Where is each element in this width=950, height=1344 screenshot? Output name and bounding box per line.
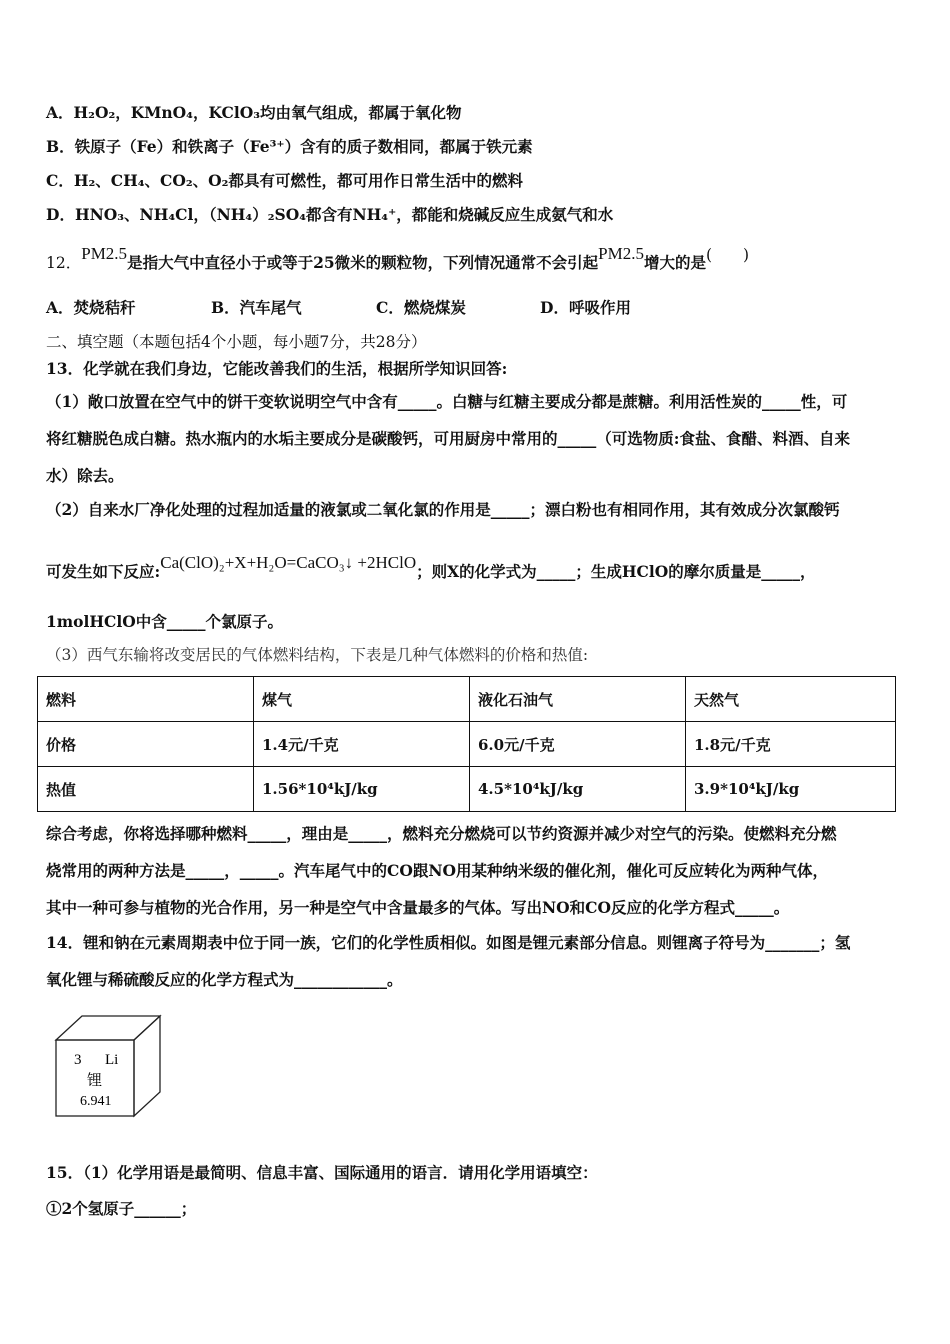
q13-p2-line2 <box>46 553 816 582</box>
q11-option-b: B．铁原子（Fe）和铁离子（Fe³⁺）含有的质子数相同，都属于铁元素 <box>46 137 533 156</box>
table-header-cell: 天然气 <box>686 677 896 722</box>
pm25-formula-2: PM2.5 <box>598 244 644 263</box>
q12-option-c: C．燃烧煤炭 <box>376 298 466 317</box>
q12-text-1: 是指大气中直径小于或等于25微米的颗粒物，下列情况通常不会引起 <box>127 253 599 272</box>
q12-stem <box>46 244 750 273</box>
q13-p1-line2: 将红糖脱色成白糖。热水瓶内的水垢主要成分是碳酸钙，可用厨房中常用的_____（可选物质:食盐、食醋、料酒、自来 <box>46 429 850 448</box>
table-header-row <box>38 677 896 722</box>
pm25-formula: PM2.5 <box>81 244 128 263</box>
table-cell: 价格 <box>38 722 254 767</box>
table-row <box>38 767 896 812</box>
q12-number: 12． <box>46 254 82 272</box>
q14-line1: 14．锂和钠在元素周期表中位于同一族，它们的化学性质相似。如图是锂元素部分信息。则锂离子符号为_______；氢 <box>46 933 851 952</box>
q12-option-d: D．呼吸作用 <box>540 298 631 317</box>
fuel-table <box>37 676 896 812</box>
table-row <box>38 722 896 767</box>
answer-parens: ( ) <box>705 246 750 264</box>
q11-option-a: A．H₂O₂，KMnO₄，KClO₃均由氧气组成，都属于氧化物 <box>46 103 462 122</box>
q13-title: 13．化学就在我们身边，它能改善我们的生活，根据所学知识回答: <box>46 359 508 378</box>
q13-p3-intro: （3）西气东输将改变居民的气体燃料结构，下表是几种气体燃料的价格和热值: <box>46 646 589 664</box>
q13-p2-suffix: ；则X的化学式为_____；生成HClO的摩尔质量是_____， <box>416 562 816 581</box>
q12-text-2: 增大的是 <box>643 253 706 272</box>
lithium-element-card <box>52 1012 164 1118</box>
element-symbol: Li <box>105 1052 119 1068</box>
table-cell: 3.9*10⁴kJ/kg <box>686 767 896 812</box>
q12-option-b: B．汽车尾气 <box>211 298 302 317</box>
q13-p3-line1: 综合考虑，你将选择哪种燃料_____，理由是_____，燃料充分燃烧可以节约资源并减少对空气的污染。使燃料充分燃 <box>46 824 837 843</box>
q13-p1-line1: （1）敞口放置在空气中的饼干变软说明空气中含有_____。白糖与红糖主要成分都是蔗糖。利用活性炭的_____性，可 <box>46 392 848 411</box>
q11-option-c: C．H₂、CH₄、CO₂、O₂都具有可燃性，都可用作日常生活中的燃料 <box>46 171 523 190</box>
q13-p3-line2: 烧常用的两种方法是_____，_____。汽车尾气中的CO跟NO用某种纳米级的催化剂，催化可反应转化为两种气体， <box>46 861 829 880</box>
q12-option-a: A．焚烧秸秆 <box>46 298 136 317</box>
q13-p2-line1: （2）自来水厂净化处理的过程加适量的液氯或二氧化氯的作用是_____；漂白粉也有相同作用，其有效成分次氯酸钙 <box>46 500 840 519</box>
table-cell: 1.4元/千克 <box>254 722 470 767</box>
q14-line2: 氧化锂与稀硫酸反应的化学方程式为____________。 <box>46 970 403 989</box>
element-name: 锂 <box>87 1071 103 1089</box>
table-cell: 1.8元/千克 <box>686 722 896 767</box>
table-header-cell: 燃料 <box>38 677 254 722</box>
table-cell: 4.5*10⁴kJ/kg <box>470 767 686 812</box>
atomic-mass: 6.941 <box>80 1094 112 1109</box>
table-cell: 1.56*10⁴kJ/kg <box>254 767 470 812</box>
q13-p3-line3: 其中一种可参与植物的光合作用，另一种是空气中含量最多的气体。写出NO和CO反应的化学方程式_____。 <box>46 898 790 917</box>
table-cell: 6.0元/千克 <box>470 722 686 767</box>
table-cell: 热值 <box>38 767 254 812</box>
q13-p1-line3: 水）除去。 <box>46 466 124 485</box>
q15-line2: ①2个氢原子______； <box>46 1199 197 1218</box>
table-header-cell: 煤气 <box>254 677 470 722</box>
table-header-cell: 液化石油气 <box>470 677 686 722</box>
q15-line1: 15．（1）化学用语是最简明、信息丰富、国际通用的语言．请用化学用语填空： <box>46 1163 598 1182</box>
section-2-heading: 二、填空题（本题包括4个小题，每小题7分，共28分） <box>46 333 427 351</box>
q13-p2-prefix: 可发生如下反应: <box>46 562 161 581</box>
q13-p2-line3: 1molHClO中含_____个氯原子。 <box>46 612 284 631</box>
atomic-number: 3 <box>74 1052 82 1068</box>
q11-option-d: D．HNO₃、NH₄Cl，（NH₄）₂SO₄都含有NH₄⁺，都能和烧碱反应生成氨气和水 <box>46 205 614 224</box>
reaction-equation: Ca(ClO)₂+X+H₂O=CaCO₃↓ +2HClO <box>160 553 417 572</box>
